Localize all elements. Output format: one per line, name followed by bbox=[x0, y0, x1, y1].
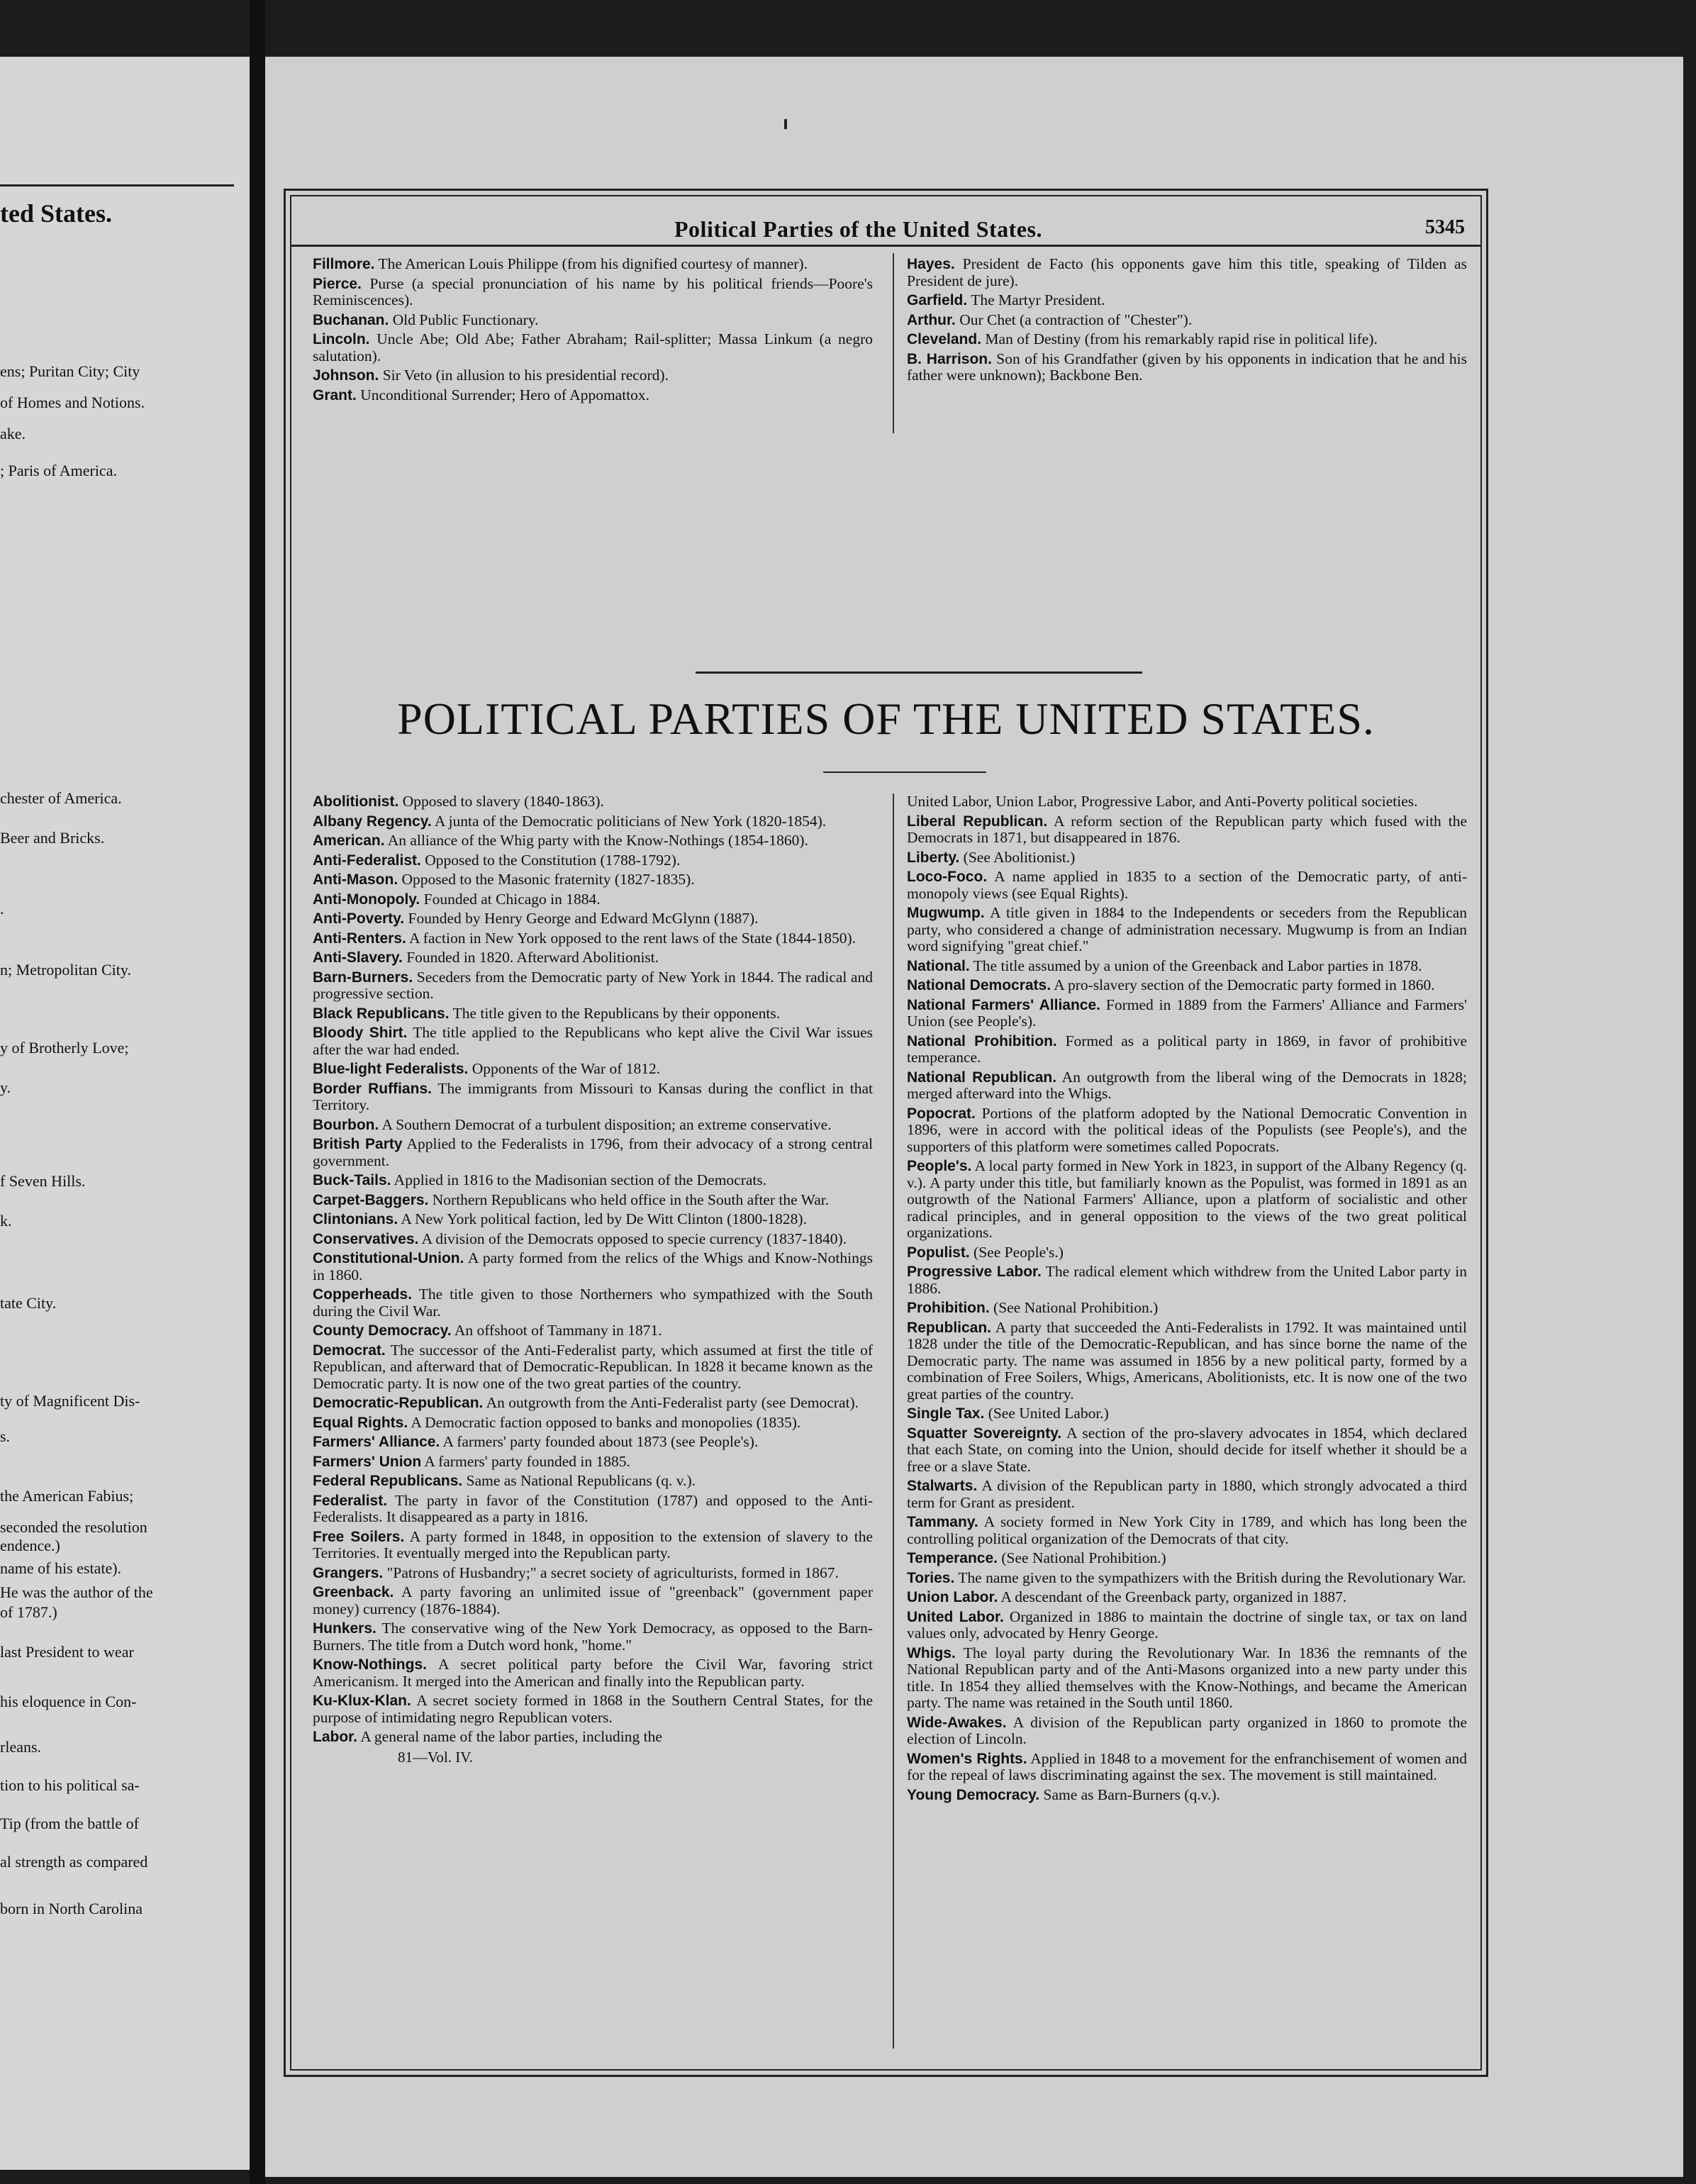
entry-term: Anti-Monopoly. bbox=[313, 891, 420, 908]
entry-definition: The American Louis Philippe (from his dignified courtesy of manner). bbox=[374, 255, 808, 272]
entry-term: Wide-Awakes. bbox=[907, 1714, 1007, 1731]
entry bbox=[313, 256, 873, 273]
entry bbox=[907, 292, 1467, 309]
entry-definition: The radical element which withdrew from the United Labor party in 1886. bbox=[907, 1263, 1467, 1297]
entry-definition: A general name of the labor parties, including the bbox=[357, 1728, 662, 1745]
entry bbox=[313, 1211, 873, 1228]
entry-definition: (See National Prohibition.) bbox=[989, 1299, 1159, 1316]
entry bbox=[907, 331, 1467, 348]
entry-term: Carpet-Baggers. bbox=[313, 1191, 429, 1208]
entry-definition: Uncle Abe; Old Abe; Father Abraham; Rail-splitter; Massa Linkum (a negro salutation). bbox=[313, 330, 873, 364]
entry-definition: (See People's.) bbox=[969, 1243, 1064, 1261]
entry-term: Bourbon. bbox=[313, 1116, 379, 1133]
entry-term: Cleveland. bbox=[907, 331, 982, 347]
entry-definition: A division of the Republican party organized in 1860 to promote the election of Lincoln. bbox=[907, 1713, 1467, 1747]
entry-definition: The conservative wing of the New York Democracy, as opposed to the Barn-Burners. The title from a Dutch word honk, "home." bbox=[313, 1620, 873, 1654]
entry-term: Anti-Poverty. bbox=[313, 910, 405, 927]
entry-definition: (See United Labor.) bbox=[984, 1405, 1109, 1422]
entry-definition: Man of Destiny (from his remarkably rapid rise in political life). bbox=[981, 330, 1378, 347]
entry-definition: Son of his Grandfather (given by his opponents in indication that he and his father were unknown); Backbone Ben. bbox=[907, 350, 1467, 384]
entry-term: Labor. bbox=[313, 1729, 358, 1745]
left-page-line: tion to his political sa- bbox=[0, 1777, 140, 1794]
left-page-line: rleans. bbox=[0, 1739, 42, 1756]
entry bbox=[313, 312, 873, 329]
entry-term: Republican. bbox=[907, 1319, 992, 1336]
entry-term: Women's Rights. bbox=[907, 1750, 1027, 1767]
entry-definition: Founded by Henry George and Edward McGlynn (1887). bbox=[404, 910, 759, 927]
entry bbox=[907, 869, 1467, 902]
entry bbox=[313, 1529, 873, 1562]
entry bbox=[313, 1005, 873, 1023]
entry bbox=[907, 256, 1467, 289]
entry-definition: A party formed in 1848, in opposition to the extension of slavery to the Territories. It eventually merged into the Republican party. bbox=[313, 1527, 873, 1561]
entry-term: Garfield. bbox=[907, 292, 968, 308]
entry-definition: Founded in 1820. Afterward Abolitionist. bbox=[402, 949, 659, 966]
entry bbox=[907, 1715, 1467, 1748]
entry-definition: A farmers' party founded in 1885. bbox=[421, 1452, 630, 1470]
entry-term: Anti-Renters. bbox=[313, 930, 406, 947]
presidential-nicknames-right bbox=[907, 256, 1467, 387]
page-frame-inner bbox=[290, 195, 1482, 2071]
entry bbox=[313, 1231, 873, 1248]
entry-term: Constitutional-Union. bbox=[313, 1250, 464, 1266]
entry-definition: Opposed to slavery (1840-1863). bbox=[398, 793, 604, 810]
entry bbox=[313, 1693, 873, 1726]
entry-term: Liberty. bbox=[907, 849, 960, 866]
title-underline bbox=[823, 771, 986, 773]
entry-term: Hayes. bbox=[907, 256, 955, 272]
entry-definition: Same as Barn-Burners (q.v.). bbox=[1039, 1785, 1220, 1803]
left-page-line: last President to wear bbox=[0, 1644, 134, 1661]
left-page-line: y. bbox=[0, 1079, 11, 1096]
left-page-line: n; Metropolitan City. bbox=[0, 962, 131, 979]
entry-term: Progressive Labor. bbox=[907, 1264, 1042, 1280]
entry bbox=[313, 852, 873, 869]
entry-definition: A party that succeeded the Anti-Federalists in 1792. It was maintained until 1828 under the title of the Democratic-Republican, and has since borne the name of the Democratic party. The name was assumed in 1856 by a new political party, formed by a combination of Free Soilers, Whigs, Americans, Abolitionists, etc. It is now one of the two great parties of the country. bbox=[907, 1318, 1467, 1403]
left-page-line: ens; Puritan City; City bbox=[0, 363, 140, 380]
entry bbox=[907, 1300, 1467, 1317]
entry bbox=[313, 1286, 873, 1320]
left-page-line: his eloquence in Con- bbox=[0, 1693, 137, 1710]
entry bbox=[313, 1620, 873, 1654]
entry-term: Federalist. bbox=[313, 1492, 388, 1509]
entry-term: Conservatives. bbox=[313, 1230, 419, 1247]
entry-definition: A title given in 1884 to the Independents or seceders from the Republican party, who considered a change of administration necessary. Mugwump is from an Indian word signifying "great chief." bbox=[907, 904, 1467, 954]
entry-term: Black Republicans. bbox=[313, 1005, 450, 1022]
entry-definition: A secret society formed in 1868 in the Southern Central States, for the purpose of intimidating negro Republican voters. bbox=[313, 1692, 873, 1726]
page-mark bbox=[784, 119, 787, 129]
left-page-line: al strength as compared bbox=[0, 1854, 148, 1871]
entry bbox=[313, 1172, 873, 1189]
entry bbox=[907, 1478, 1467, 1511]
entry-term: Blue-light Federalists. bbox=[313, 1061, 469, 1077]
entry-definition: Same as National Republicans (q. v.). bbox=[462, 1472, 696, 1489]
entry bbox=[313, 1136, 873, 1169]
entry bbox=[907, 1264, 1467, 1297]
entry bbox=[313, 1454, 873, 1471]
entry bbox=[313, 949, 873, 966]
entry-definition: Sir Veto (in allusion to his presidential record). bbox=[379, 367, 669, 384]
left-page-line: f Seven Hills. bbox=[0, 1173, 86, 1190]
left-page-line: chester of America. bbox=[0, 790, 122, 807]
entry-definition: Applied in 1816 to the Madisonian section of the Democrats. bbox=[391, 1171, 767, 1188]
left-page-line: name of his estate). bbox=[0, 1560, 122, 1577]
entry bbox=[313, 1081, 873, 1114]
left-page-line: tate City. bbox=[0, 1295, 57, 1312]
entry-definition: A society formed in New York City in 1789, and which has long been the controlling political organization of the Democrats of that city. bbox=[907, 1513, 1467, 1547]
entry-definition: The party in favor of the Constitution (1787) and opposed to the Anti-Federalists. It disappeared as a party in 1816. bbox=[313, 1491, 873, 1525]
entry-term: Farmers' Union bbox=[313, 1453, 422, 1470]
entry bbox=[313, 1584, 873, 1617]
page-frame bbox=[284, 189, 1488, 2077]
section-rule bbox=[696, 672, 1142, 674]
entry-definition: Founded at Chicago in 1884. bbox=[420, 890, 601, 908]
left-page-rule bbox=[0, 184, 234, 186]
entry-term: National. bbox=[907, 957, 970, 974]
entry bbox=[313, 367, 873, 384]
entry bbox=[907, 793, 1467, 810]
entry-term: Farmers' Alliance. bbox=[313, 1434, 440, 1450]
left-page-line: y of Brotherly Love; bbox=[0, 1040, 129, 1057]
entry bbox=[313, 832, 873, 849]
entry-definition: Unconditional Surrender; Hero of Appomattox. bbox=[356, 386, 650, 403]
entry-definition: Old Public Functionary. bbox=[389, 311, 539, 328]
entry bbox=[907, 1033, 1467, 1066]
entry bbox=[907, 1589, 1467, 1606]
entry-definition: Northern Republicans who held office in the South after the War. bbox=[428, 1191, 830, 1208]
entry-term: Bloody Shirt. bbox=[313, 1025, 408, 1041]
left-page-line: Beer and Bricks. bbox=[0, 830, 105, 847]
entry bbox=[907, 1751, 1467, 1784]
entry bbox=[313, 1395, 873, 1412]
entry-term: Democratic-Republican. bbox=[313, 1395, 484, 1411]
entry-definition: An offshoot of Tammany in 1871. bbox=[451, 1322, 662, 1339]
entry bbox=[313, 331, 873, 364]
entry-definition: Applied to the Federalists in 1796, from their advocacy of a strong central government. bbox=[313, 1135, 873, 1169]
entry-definition: An outgrowth from the liberal wing of the Democrats in 1828; merged afterward into the Whigs. bbox=[907, 1068, 1467, 1102]
entry bbox=[907, 1405, 1467, 1422]
entry-term: Young Democracy. bbox=[907, 1786, 1040, 1803]
entry-definition: An outgrowth from the Anti-Federalist party (see Democrat). bbox=[483, 1394, 859, 1411]
entry-definition: A pro-slavery section of the Democratic party formed in 1860. bbox=[1051, 976, 1435, 993]
entry-term: County Democracy. bbox=[313, 1322, 452, 1339]
entry bbox=[313, 1415, 873, 1432]
entry bbox=[313, 1025, 873, 1058]
entry-definition: A secret political party before the Civil War, favoring strict Americanism. It merged into the American and finally into the Republican party. bbox=[313, 1656, 873, 1690]
entry bbox=[313, 276, 873, 309]
entry-definition: (See National Prohibition.) bbox=[998, 1549, 1166, 1566]
entry-term: Federal Republicans. bbox=[313, 1473, 463, 1489]
entry-term: Know-Nothings. bbox=[313, 1656, 427, 1673]
entry-definition: A junta of the Democratic politicians of New York (1820-1854). bbox=[431, 812, 827, 830]
entry bbox=[313, 1061, 873, 1078]
entry-definition: A section of the pro-slavery advocates in 1854, which declared that each State, on coming into the Union, should decide for itself whether it should be a free or a slave State. bbox=[907, 1424, 1467, 1475]
entry bbox=[907, 1244, 1467, 1261]
entry-term: British Party bbox=[313, 1136, 403, 1152]
entry-definition: A party formed from the relics of the Whigs and Know-Nothings in 1860. bbox=[313, 1249, 873, 1283]
entry bbox=[907, 958, 1467, 975]
entry-definition: A faction in New York opposed to the rent laws of the State (1844-1850). bbox=[406, 929, 857, 947]
entry-definition: A division of the Republican party in 1880, which strongly advocated a third term for Grant as president. bbox=[907, 1477, 1467, 1511]
entry bbox=[907, 1609, 1467, 1642]
left-page-line: endence.) bbox=[0, 1537, 60, 1554]
entry-definition: (See Abolitionist.) bbox=[959, 848, 1076, 866]
entry bbox=[907, 813, 1467, 847]
entry bbox=[907, 1069, 1467, 1103]
entry-term: Union Labor. bbox=[907, 1589, 998, 1605]
entry-definition: Opposed to the Masonic fraternity (1827-1835). bbox=[398, 871, 695, 888]
entry bbox=[907, 312, 1467, 329]
entry bbox=[313, 1434, 873, 1451]
entry bbox=[907, 977, 1467, 994]
entry-definition: The name given to the sympathizers with the British during the Revolutionary War. bbox=[954, 1569, 1466, 1586]
entry-term: National Democrats. bbox=[907, 977, 1051, 993]
entry-term: Populist. bbox=[907, 1244, 970, 1261]
section-title: POLITICAL PARTIES OF THE UNITED STATES. bbox=[397, 693, 1375, 744]
left-page-line: k. bbox=[0, 1213, 12, 1230]
running-header-title: Political Parties of the United States. bbox=[674, 216, 1042, 242]
entry bbox=[907, 1514, 1467, 1547]
left-page-line: ty of Magnificent Dis- bbox=[0, 1393, 140, 1410]
left-page-line: s. bbox=[0, 1428, 11, 1445]
entry-term: Single Tax. bbox=[907, 1405, 985, 1422]
entry-term: Ku-Klux-Klan. bbox=[313, 1693, 411, 1709]
entry bbox=[313, 891, 873, 908]
entry bbox=[907, 1425, 1467, 1476]
entry-definition: Our Chet (a contraction of "Chester"). bbox=[955, 311, 1193, 328]
page-number: 5345 bbox=[1425, 216, 1465, 238]
entry-definition: Formed as a political party in 1869, in favor of prohibitive temperance. bbox=[907, 1032, 1468, 1066]
entry-term: Abolitionist. bbox=[313, 793, 399, 810]
left-page-line: of 1787.) bbox=[0, 1604, 57, 1621]
entry bbox=[313, 1192, 873, 1209]
entry-term: Albany Regency. bbox=[313, 813, 432, 830]
entry-definition: "Patrons of Husbandry;" a secret society of agriculturists, formed in 1867. bbox=[383, 1564, 839, 1581]
entry-definition: President de Facto (his opponents gave him this title, speaking of Tilden as President de jure). bbox=[907, 255, 1467, 289]
entry-definition: Formed in 1889 from the Farmers' Alliance and Farmers' Union (see People's). bbox=[907, 996, 1468, 1030]
left-page-line: ; Paris of America. bbox=[0, 462, 117, 479]
left-page-line: born in North Carolina bbox=[0, 1900, 143, 1917]
entry-term: Buchanan. bbox=[313, 311, 389, 328]
entry-term: B. Harrison. bbox=[907, 350, 992, 367]
left-page-line: ake. bbox=[0, 425, 26, 442]
entry bbox=[907, 1645, 1467, 1712]
entry-term: Squatter Sovereignty. bbox=[907, 1425, 1062, 1442]
entry-definition: The title given to the Republicans by their opponents. bbox=[449, 1004, 781, 1022]
left-page-edge bbox=[0, 57, 250, 2170]
entry-definition: A name applied in 1835 to a section of the Democratic party, of anti-monopoly views (see Equal Rights). bbox=[907, 868, 1467, 902]
entry bbox=[313, 1656, 873, 1690]
entry-definition: The successor of the Anti-Federalist party, which assumed at first the title of Republican, and afterward that of Democratic-Republican. In 1828 it became known as the Democratic party. It is now one of the two great parties of the country. bbox=[313, 1341, 873, 1392]
left-page-line: . bbox=[0, 901, 4, 918]
entry-definition: A party favoring an unlimited issue of "greenback" (government paper money) currency (1876-1884). bbox=[313, 1583, 873, 1617]
entry bbox=[313, 813, 873, 830]
entry bbox=[313, 1493, 873, 1526]
entry-term: Arthur. bbox=[907, 311, 956, 328]
left-page-line: Tip (from the battle of bbox=[0, 1815, 139, 1832]
entry-term: Whigs. bbox=[907, 1644, 956, 1661]
entry-definition: Portions of the platform adopted by the National Democratic Convention in 1896, were in accord with the political ideas of the Populists (see People's), and the supporters of this platform were sometimes called Popocrats. bbox=[907, 1104, 1467, 1155]
column-divider-top bbox=[893, 253, 894, 433]
entry-definition: The loyal party during the Revolutionary War. In 1836 the remnants of the National Republican party and of the Anti-Masons organized into a new party under this title. In 1854 they allied themselves with the Know-Nothings, and became the American party. The name was retained in the South until 1860. bbox=[907, 1644, 1467, 1711]
entry bbox=[313, 871, 873, 888]
entry-definition: The immigrants from Missouri to Kansas during the conflict in that Territory. bbox=[313, 1079, 874, 1113]
entry-term: Lincoln. bbox=[313, 331, 370, 347]
entry-term: National Republican. bbox=[907, 1069, 1057, 1086]
entry bbox=[907, 1787, 1467, 1804]
entry-term: Popocrat. bbox=[907, 1105, 976, 1122]
entry bbox=[907, 1550, 1467, 1567]
running-header bbox=[291, 209, 1480, 247]
entry bbox=[313, 1342, 873, 1393]
entry-term: Tories. bbox=[907, 1569, 955, 1586]
entry-term: People's. bbox=[907, 1158, 972, 1174]
entry bbox=[907, 351, 1467, 384]
entry-definition: Opponents of the War of 1812. bbox=[468, 1060, 661, 1077]
entry bbox=[313, 1322, 873, 1339]
entry-term: Liberal Republican. bbox=[907, 813, 1048, 830]
left-page-line: the American Fabius; bbox=[0, 1488, 134, 1505]
book-gutter bbox=[250, 0, 265, 2184]
entry-term: Prohibition. bbox=[907, 1300, 990, 1316]
entry-definition: The title assumed by a union of the Greenback and Labor parties in 1878. bbox=[969, 957, 1422, 974]
entry-term: Stalwarts. bbox=[907, 1478, 978, 1494]
entry-definition: A descendant of the Greenback party, organized in 1887. bbox=[998, 1588, 1347, 1605]
entry-term: Anti-Mason. bbox=[313, 871, 398, 888]
entry bbox=[907, 905, 1467, 955]
parties-column-right bbox=[907, 793, 1467, 1806]
entry-definition: A reform section of the Republican party which fused with the Democrats in 1871, but disappeared in 1876. bbox=[907, 812, 1467, 846]
entry bbox=[907, 1105, 1467, 1156]
entry-definition: Organized in 1886 to maintain the doctrine of single tax, or tax on land values only, advocated by Henry George. bbox=[907, 1608, 1467, 1642]
entry bbox=[907, 1320, 1467, 1403]
right-page bbox=[265, 57, 1683, 2177]
entry-definition: A Democratic faction opposed to banks and monopolies (1835). bbox=[408, 1413, 801, 1431]
left-page-line: He was the author of the bbox=[0, 1584, 153, 1601]
entry bbox=[907, 997, 1467, 1030]
entry-definition: A local party formed in New York in 1823, in support of the Albany Regency (q. v.). A party under this title, but familiarly known as the Populist, was formed in 1891 as an outgrowth of the National Farmers' Alliance, upon a platform of socialistic and other radical principles, and in general opposition to the views of the two great political organizations. bbox=[907, 1157, 1467, 1241]
entry-definition: The Martyr President. bbox=[967, 291, 1105, 308]
entry-term: Mugwump. bbox=[907, 905, 985, 921]
entry-definition: The title given to those Northerners who sympathized with the South during the Civil War. bbox=[313, 1286, 873, 1320]
entry-term: Democrat. bbox=[313, 1342, 386, 1359]
entry bbox=[313, 930, 873, 947]
entry-term: Greenback. bbox=[313, 1584, 394, 1600]
entry-term: Barn-Burners. bbox=[313, 969, 413, 986]
entry bbox=[313, 793, 873, 810]
entry-definition: A Southern Democrat of a turbulent disposition; an extreme conservative. bbox=[379, 1115, 832, 1133]
entry-term: Anti-Slavery. bbox=[313, 949, 403, 966]
entry-definition: Opposed to the Constitution (1788-1792). bbox=[420, 851, 681, 869]
entry-term: National Farmers' Alliance. bbox=[907, 996, 1101, 1013]
entry-term: Anti-Federalist. bbox=[313, 852, 421, 869]
entry bbox=[313, 1473, 873, 1490]
entry-definition: A farmers' party founded about 1873 (see People's). bbox=[440, 1433, 759, 1450]
entry bbox=[313, 1117, 873, 1134]
entry-term: Johnson. bbox=[313, 367, 379, 384]
entry bbox=[313, 387, 873, 404]
entry bbox=[313, 910, 873, 927]
entry-term: Hunkers. bbox=[313, 1620, 376, 1637]
entry bbox=[313, 1565, 873, 1582]
entry bbox=[313, 1729, 873, 1746]
entry-term: National Prohibition. bbox=[907, 1032, 1057, 1049]
entry-term: Fillmore. bbox=[313, 256, 375, 272]
presidential-nicknames-left bbox=[313, 256, 873, 406]
entry-term: Temperance. bbox=[907, 1550, 998, 1566]
entry-definition: A New York political faction, led by De Witt Clinton (1800-1828). bbox=[398, 1210, 807, 1227]
entry-definition: Purse (a special pronunciation of his name by his political friends—Poore's Reminiscences). bbox=[313, 274, 873, 308]
entry-term: Free Soilers. bbox=[313, 1528, 405, 1545]
entry-term: Copperheads. bbox=[313, 1286, 413, 1303]
left-page-title: ted States. bbox=[0, 199, 112, 228]
entry-term: Tammany. bbox=[907, 1514, 978, 1530]
entry-definition: Seceders from the Democratic party of New York in 1844. The radical and progressive section. bbox=[313, 968, 873, 1002]
entry-term: Grangers. bbox=[313, 1564, 384, 1581]
entry-definition: United Labor, Union Labor, Progressive Labor, and Anti-Poverty political societies. bbox=[907, 793, 1418, 810]
entry-term: Pierce. bbox=[313, 275, 362, 292]
left-page-line: seconded the resolution bbox=[0, 1519, 147, 1536]
entry bbox=[313, 1250, 873, 1283]
parties-column-left bbox=[313, 793, 873, 1766]
entry-term: Equal Rights. bbox=[313, 1414, 408, 1431]
entry-definition: Applied in 1848 to a movement for the enfranchisement of women and for the repeal of laws discriminating against the sex. The movement is still maintained. bbox=[907, 1749, 1467, 1783]
entry-term: Loco-Foco. bbox=[907, 869, 988, 885]
entry-term: Border Ruffians. bbox=[313, 1080, 432, 1097]
entry-definition: A division of the Democrats opposed to specie currency (1837-1840). bbox=[418, 1230, 847, 1247]
entry-term: Clintonians. bbox=[313, 1211, 398, 1227]
left-page-line: of Homes and Notions. bbox=[0, 394, 145, 411]
entry bbox=[907, 1570, 1467, 1587]
entry-definition: The title applied to the Republicans who kept alive the Civil War issues after the war had ended. bbox=[313, 1024, 873, 1058]
entry-term: Grant. bbox=[313, 386, 357, 403]
entry-term: United Labor. bbox=[907, 1608, 1004, 1625]
entry bbox=[313, 969, 873, 1003]
entry-term: American. bbox=[313, 832, 385, 849]
signature-mark: 81—Vol. IV. bbox=[398, 1748, 473, 1766]
entry bbox=[907, 849, 1467, 867]
entry-definition: An alliance of the Whig party with the Know-Nothings (1854-1860). bbox=[384, 832, 808, 849]
column-divider bbox=[893, 793, 894, 2049]
entry-term: Buck-Tails. bbox=[313, 1172, 391, 1188]
entry bbox=[907, 1158, 1467, 1242]
